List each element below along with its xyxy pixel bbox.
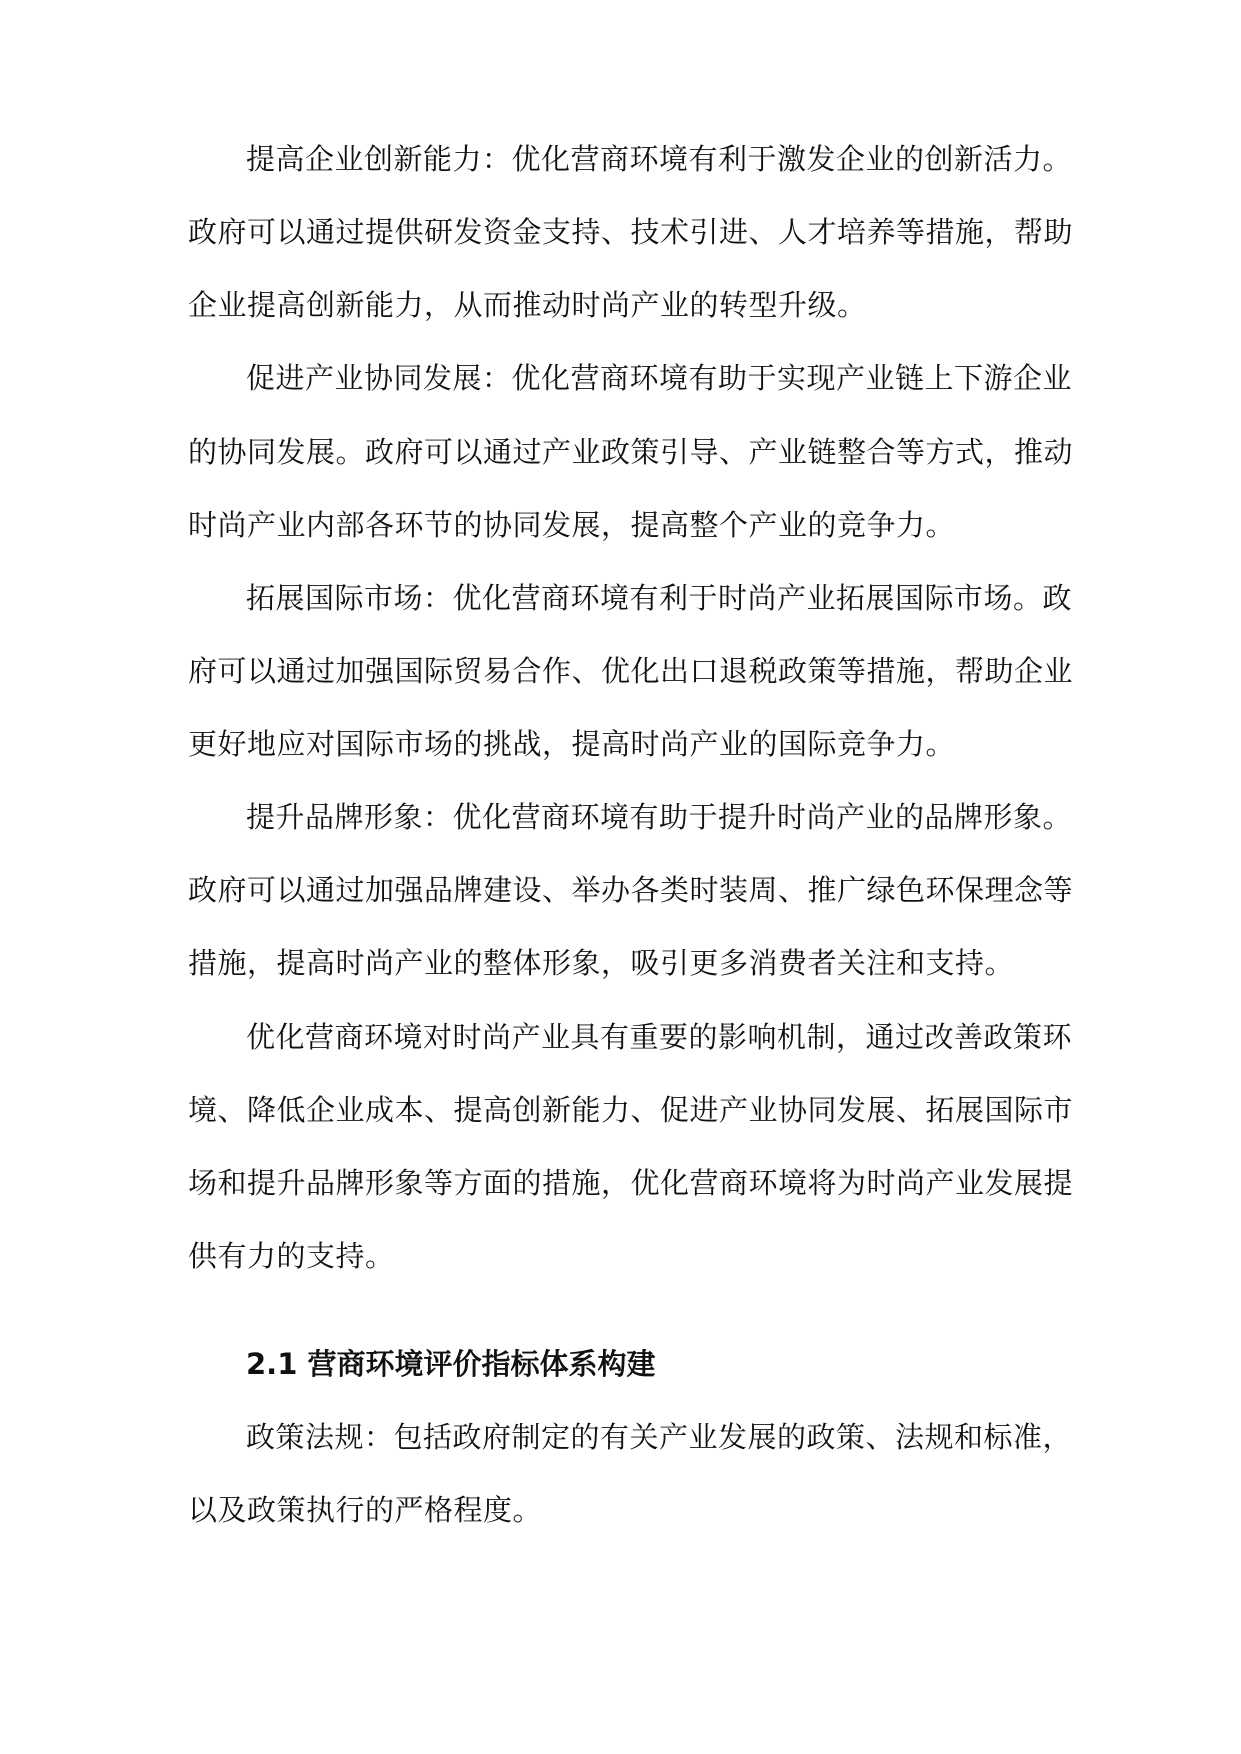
paragraph-2-line-3: 时尚产业内部各环节的协同发展，提高整个产业的竞争力。 <box>188 508 956 542</box>
paragraph-5-line-3: 场和提升品牌形象等方面的措施，优化营商环境将为时尚产业发展提 <box>188 1166 1074 1200</box>
paragraph-1-line-2: 政府可以通过提供研发资金支持、技术引进、人才培养等措施，帮助 <box>188 215 1074 249</box>
paragraph-2-line-1: 促进产业协同发展：优化营商环境有助于实现产业链上下游企业 <box>246 361 1073 395</box>
paragraph-3-line-3: 更好地应对国际市场的挑战，提高时尚产业的国际竞争力。 <box>188 727 956 761</box>
paragraph-4-line-1: 提升品牌形象：优化营商环境有助于提升时尚产业的品牌形象。 <box>246 800 1073 834</box>
paragraph-4-line-3: 措施，提高时尚产业的整体形象，吸引更多消费者关注和支持。 <box>188 946 1015 980</box>
paragraph-5-line-1: 优化营商环境对时尚产业具有重要的影响机制，通过改善政策环 <box>246 1020 1073 1054</box>
section-paragraph-line-2: 以及政策执行的严格程度。 <box>188 1493 543 1527</box>
paragraph-5-line-2: 境、降低企业成本、提高创新能力、促进产业协同发展、拓展国际市 <box>188 1093 1074 1127</box>
paragraph-3-line-2: 府可以通过加强国际贸易合作、优化出口退税政策等措施，帮助企业 <box>188 654 1074 688</box>
paragraph-3-line-1: 拓展国际市场：优化营商环境有利于时尚产业拓展国际市场。政 <box>246 581 1073 615</box>
paragraph-5-line-4: 供有力的支持。 <box>188 1239 395 1273</box>
paragraph-4-line-2: 政府可以通过加强品牌建设、举办各类时装周、推广绿色环保理念等 <box>188 873 1074 907</box>
paragraph-1-line-3: 企业提高创新能力，从而推动时尚产业的转型升级。 <box>188 288 867 322</box>
paragraph-2-line-2: 的协同发展。政府可以通过产业政策引导、产业链整合等方式，推动 <box>188 435 1074 469</box>
paragraph-1-line-1: 提高企业创新能力：优化营商环境有利于激发企业的创新活力。 <box>246 142 1073 176</box>
section-heading: 2.1 营商环境评价指标体系构建 <box>246 1347 656 1381</box>
section-paragraph-line-1: 政策法规：包括政府制定的有关产业发展的政策、法规和标准， <box>246 1420 1073 1454</box>
